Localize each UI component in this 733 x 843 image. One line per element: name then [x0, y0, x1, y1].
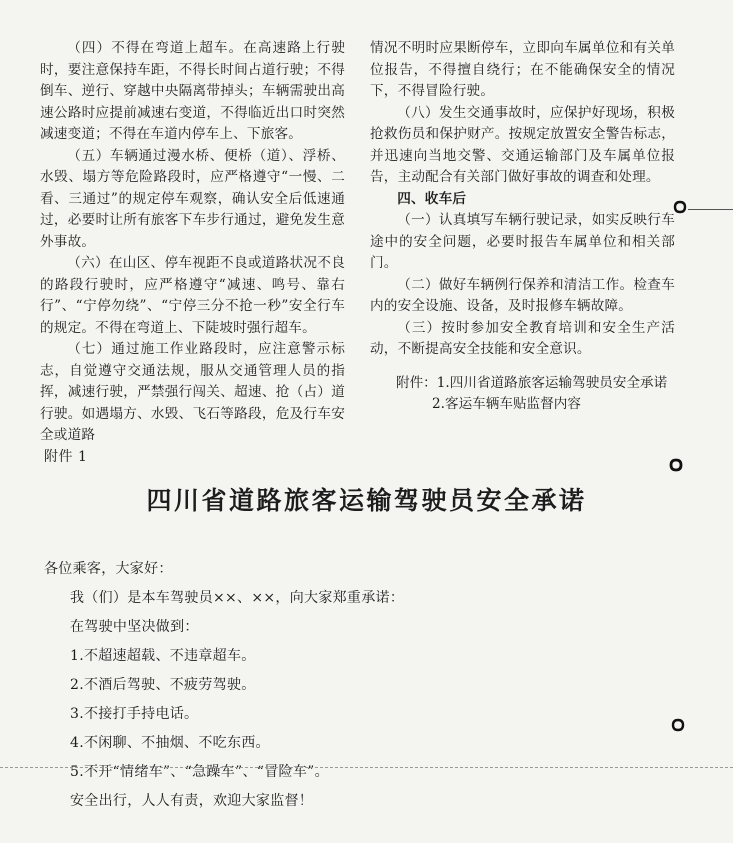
attachment-line-2: 2.客运车辆车贴监督内容	[432, 396, 581, 412]
binding-hole-icon	[672, 200, 688, 214]
paragraph-after-2: （二）做好车辆例行保养和清洁工作。检查车内的安全设施、设备，及时报修车辆故障。	[370, 276, 675, 314]
paragraph-item-7: （七）通过施工作业路段时，应注意警示标志，自觉遵守交通法规，服从交通管理人员的指挥，减速行驶，严禁强行闯关、超速、抢（占）道行驶。如遇塌方、水毁、飞石等路段，危及行车安全或道路	[40, 341, 345, 443]
commitment-item: 1.不超速超载、不违章超车。	[70, 648, 256, 664]
section-heading-after-trip: 四、收车后	[397, 190, 467, 207]
attachment-line-1: 附件：1.四川省道路旅客运输驾驶员安全承诺	[396, 374, 668, 391]
commitment-item: 2.不酒后驾驶、不疲劳驾驶。	[70, 677, 256, 693]
paragraph-after-3: （三）按时参加安全教育培训和安全生产活动，不断提高安全技能和安全意识。	[370, 319, 675, 357]
paragraph-continuation: 情况不明时应果断停车，立即向车属单位和有关单位报告，不得擅自绕行；在不能确保安全的情况下，不得冒险行驶。	[370, 40, 675, 99]
document-title: 四川省道路旅客运输驾驶员安全承诺	[146, 486, 587, 515]
commitment-item: 5.不开“情绪车”、“急躁车”、“冒险车”。	[70, 764, 329, 780]
paragraph-after-1: （一）认真填写车辆行驶记录，如实反映行车途中的安全问题，必要时报告车属单位和相关部门。	[370, 212, 675, 271]
paragraph-item-5: （五）车辆通过漫水桥、便桥（道）、浮桥、水毁、塌方等危险路段时，应严格遵守“一慢、二看、三通过”的规定停车观察，确认安全后低速通过，必要时让所有旅客下车步行通过，避免发生意外事故。	[40, 147, 345, 250]
commitment-item: 4.不闲聊、不抽烟、不吃东西。	[70, 735, 270, 751]
cut-line-divider	[0, 767, 733, 768]
commitment-letter	[44, 555, 684, 816]
margin-mark-line	[688, 209, 733, 210]
annex-label: 附件 1	[44, 449, 88, 465]
letter-closing: 安全出行，人人有责，欢迎大家监督！	[70, 793, 314, 809]
letter-intro: 我（们）是本车驾驶员××、××，向大家郑重承诺：	[70, 590, 405, 606]
right-column	[370, 38, 675, 416]
paragraph-item-8: （八）发生交通事故时，应保护好现场，积极抢救伤员和保护财产。按规定放置安全警告标志，并迅速向当地交警、交通运输部门及车属单位报告，主动配合有关部门做好事故的调查和处理。	[370, 104, 675, 185]
letter-lead: 在驾驶中坚决做到：	[70, 619, 199, 635]
attachments-list	[370, 373, 675, 416]
letter-greeting: 各位乘客，大家好：	[44, 561, 173, 577]
paragraph-item-6: （六）在山区、停车视距不良或道路状况不良的路段行驶时，应严格遵守“减速、鸣号、靠右行”、“宁停勿绕”、“宁停三分不抢一秒”安全行车的规定。不得在弯道上、下陡坡时强行超车。	[40, 255, 345, 336]
commitment-item: 3.不接打手持电话。	[70, 706, 199, 722]
binding-hole-icon	[668, 458, 684, 472]
left-column	[40, 38, 345, 447]
paragraph-item-4: （四）不得在弯道上超车。在高速路上行驶时，要注意保持车距，不得长时间占道行驶；不得倒车、逆行、穿越中央隔离带掉头；车辆需驶出高速公路时应提前减速右变道，不得临近出口时突然减速变道；不得在车道内停车上、下旅客。	[40, 40, 345, 142]
